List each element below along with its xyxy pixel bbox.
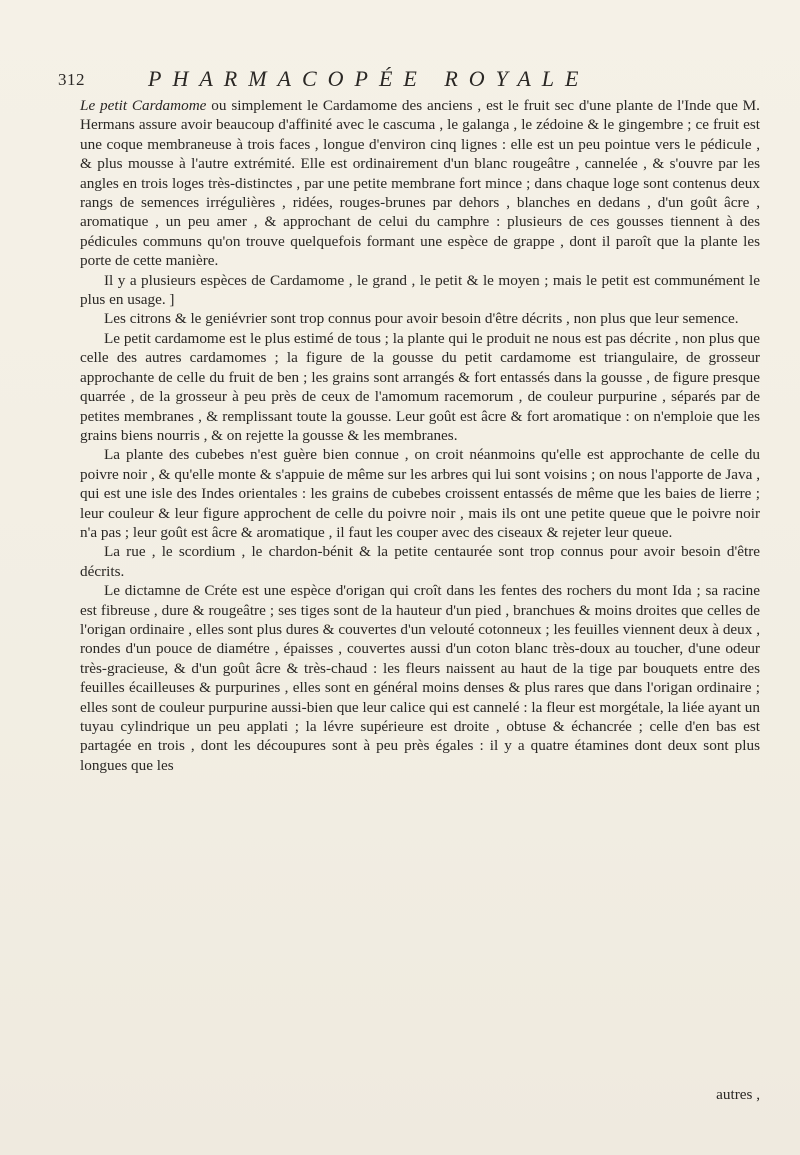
paragraph-text: La plante des cubebes n'est guère bien connue , on croit néanmoins qu'elle est approchante de celle du poivre noir , & qu'elle monte & s'appuie de même sur les arbres qui lui sont voisins ; on nous l'apporte de Java , qui est une isle des Indes orientales : les grains de cubebes croissent entassés de même que les baies de lierre ; leur couleur & leur figure approchent de celle du poivre noir , mais ils ont une petite queue que le poivre noir n'a pas ; leur goût est âcre & aromatique , il faut les couper avec des ciseaux & rejeter leur queue.	[80, 446, 760, 541]
paragraph-text: Il y a plusieurs espèces de Cardamome , le grand , le petit & le moyen ; mais le petit est communément le plus en usage. ]	[80, 271, 760, 309]
paragraph-petit-cardamome	[80, 329, 760, 445]
paragraph-cubebes	[80, 445, 760, 542]
paragraph-dictamne	[80, 581, 760, 775]
paragraph-text: ou simplement le Cardamome des anciens , est le fruit sec d'une plante de l'Inde que M. Hermans assure avoir beaucoup d'affinité avec le cascuma , le galanga , le zédoine & le gingembre ; ce fruit est une coque membraneuse à trois faces , longue d'environ cinq lignes : elle est un peu pointue vers le pédicule , & plus mousse à l'autre extrémité. Elle est ordinairement d'un blanc rougeâtre , cannelée , & s'ouvre par les angles en trois loges très-distinctes , par une petite membrane fort mince ; dans chaque loge sont contenus deux rangs de semences irrégulières , ridées, rouges-brunes par dehors , blanches en dedans , d'un goût âcre , aromatique , un peu amer , & approchant de celui du camphre : plusieurs de ces gousses tiennent à des pédicules communs qu'on trouve quelquefois formant une espèce de grappe , dont il paroît que la plante les porte de cette manière.	[80, 97, 760, 270]
paragraph-text: Le petit cardamome est le plus estimé de tous ; la plante qui le produit ne nous est pas décrite , non plus que celle des autres cardamomes ; la figure de la gousse du petit cardamome est triangulaire, de grosseur approchante de celle du fruit de ben ; les grains sont arrangés & fort entassés dans la gousse , de figure presque quarrée , de la grosseur à peu près de ceux de l'amomum racemorum , de couleur purpurine , séparés par de petites membranes , & remplissant toute la gousse. Leur goût est âcre & fort aromatique : on n'emploie que les grains biens nourris , & on rejette la gousse & les membranes.	[80, 329, 760, 444]
page-number: 312	[58, 70, 85, 89]
lead-italic: Le petit Cardamome	[80, 97, 207, 114]
paragraph-rue-scordium	[80, 542, 760, 581]
paragraph-cardamome-species	[80, 271, 760, 310]
paragraph-cardamome-intro	[80, 96, 760, 271]
paragraph-text: Les citrons & le geniévrier sont trop connus pour avoir besoin d'être décrits , non plus que leur semence.	[104, 310, 739, 328]
body-text	[80, 96, 760, 775]
paragraph-text: Le dictamne de Créte est une espèce d'origan qui croît dans les fentes des rochers du mont Ida ; sa racine est fibreuse , dure & rougeâtre ; ses tiges sont de la hauteur d'un pied , branchues & moins droites que celles de l'origan ordinaire , elles sont plus dures & couvertes d'un velouté cotonneux ; les feuilles viennent deux à deux , rondes d'un pouce de diamétre , épaisses , couvertes aussi d'un coton blanc très-doux au toucher, d'une odeur très-gracieuse, & d'un goût âcre & très-chaud : les fleurs naissent au haut de la tige par bouquets entre des feuilles écailleuses & purpurines , elles sont en général moins denses & plus rares que dans l'origan ordinaire ; elles sont de couleur purpurine aussi-bien que leur calice qui est cannelé : la fleur est morgétale, la liée ayant un tuyau cylindrique un peu applati ; la lévre supérieure est droite , obtuse & échancrée ; celle d'en bas est partagée en trois , dont les découpures sont à peu près égales : il y a quatre étamines dont deux sont plus longues que les	[80, 582, 760, 774]
page-header	[58, 66, 758, 92]
paragraph-citrons	[80, 309, 760, 328]
catchword: autres ,	[716, 1086, 760, 1103]
paragraph-text: La rue , le scordium , le chardon-bénit & la petite centaurée sont trop connus pour avoir besoin d'être décrits.	[80, 543, 760, 580]
running-title: PHARMACOPÉE ROYALE	[148, 66, 590, 91]
